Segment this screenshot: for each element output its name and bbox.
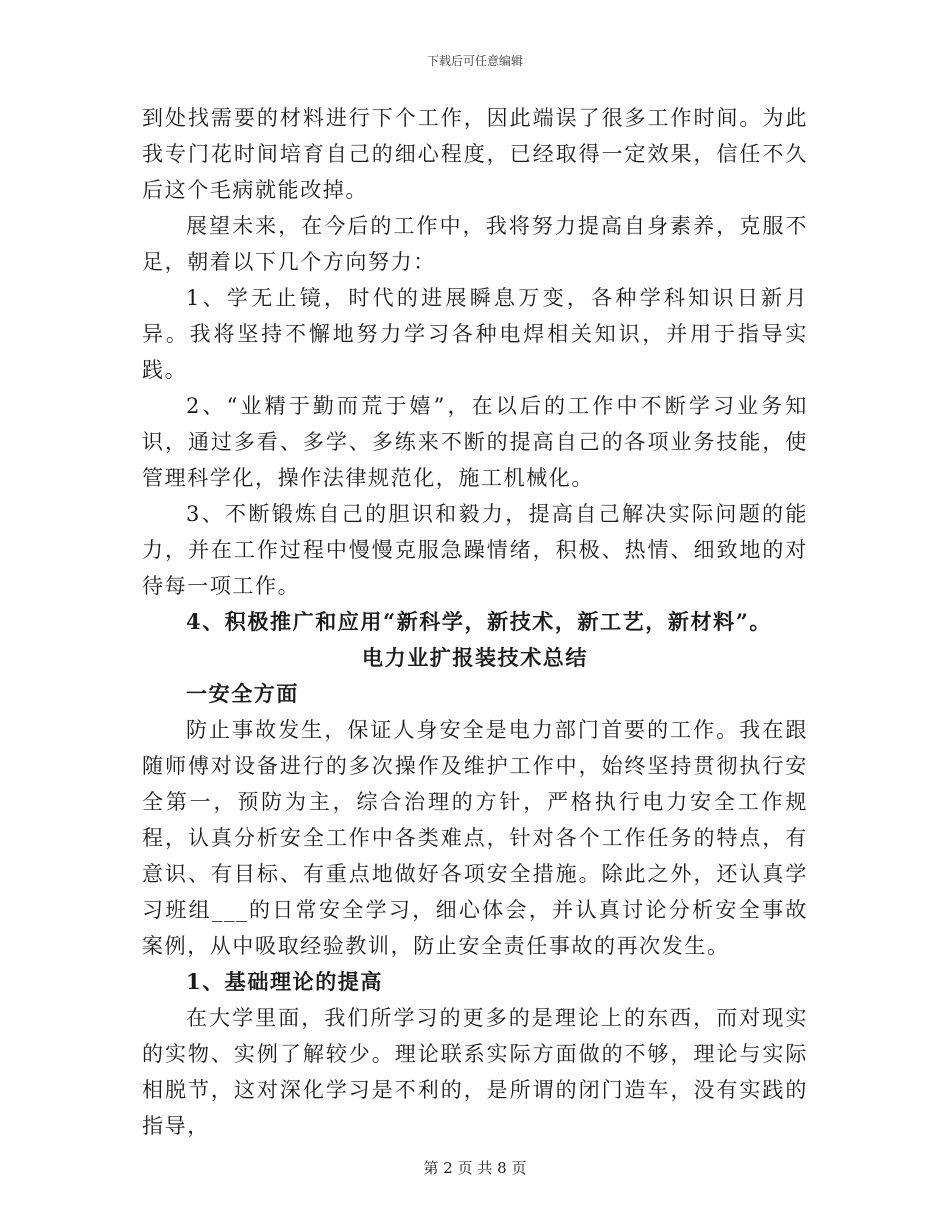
heading-theory: 1、基础理论的提高: [186, 969, 384, 994]
document-body: [142, 100, 808, 1144]
page-footer: 第 2 页 共 8 页: [423, 1159, 527, 1177]
list-item-2: 2、“业精于勤而荒于嬉”，在以后的工作中不断学习业务知识，通过多看、多学、多练来不断的提高自己的各项业务技能，使管理科学化，操作法律规范化，施工机械化。: [142, 394, 808, 490]
page-header: 下载后可任意编辑: [426, 54, 523, 68]
paragraph-2: 展望未来，在今后的工作中，我将努力提高自身素养，克服不足，朝着以下几个方向努力：: [142, 214, 808, 274]
list-item-4: 4、积极推广和应用“新科学，新技术，新工艺，新材料”。: [186, 609, 772, 634]
heading-safety: 一安全方面: [186, 681, 299, 706]
paragraph-1: 到处找需要的材料进行下个工作，因此端误了很多工作时间。为此我专门花时间培育自己的细心程度，已经取得一定效果，信任不久后这个毛病就能改掉。: [142, 106, 808, 202]
list-item-1: 1、学无止镜，时代的进展瞬息万变，各种学科知识日新月异。我将坚持不懈地努力学习各种电焊相关知识，并用于指导实践。: [142, 286, 808, 382]
section-title: 电力业扩报装技术总结: [362, 645, 588, 670]
list-item-3: 3、不断锻炼自己的胆识和毅力，提高自己解决实际问题的能力，并在工作过程中慢慢克服急躁情绪，积极、热情、细致地的对待每一项工作。: [142, 502, 808, 598]
paragraph-safety: 防止事故发生，保证人身安全是电力部门首要的工作。我在跟随师傅对设备进行的多次操作及维护工作中，始终坚持贯彻执行安全第一，预防为主，综合治理的方针，严格执行电力安全工作规程，认真分析安全工作中各类难点，针对各个工作任务的特点，有意识、有目标、有重点地做好各项安全措施。除此之外，还认真学习班组___的日常安全学习，细心体会，并认真讨论分析安全事故案例，从中吸取经验教训，防止安全责任事故的再次发生。: [142, 718, 808, 958]
paragraph-theory: 在大学里面，我们所学习的更多的是理论上的东西，而对现实的实物、实例了解较少。理论联系实际方面做的不够，理论与实际相脱节，这对深化学习是不利的，是所谓的闭门造车，没有实践的指导，: [142, 1006, 808, 1138]
